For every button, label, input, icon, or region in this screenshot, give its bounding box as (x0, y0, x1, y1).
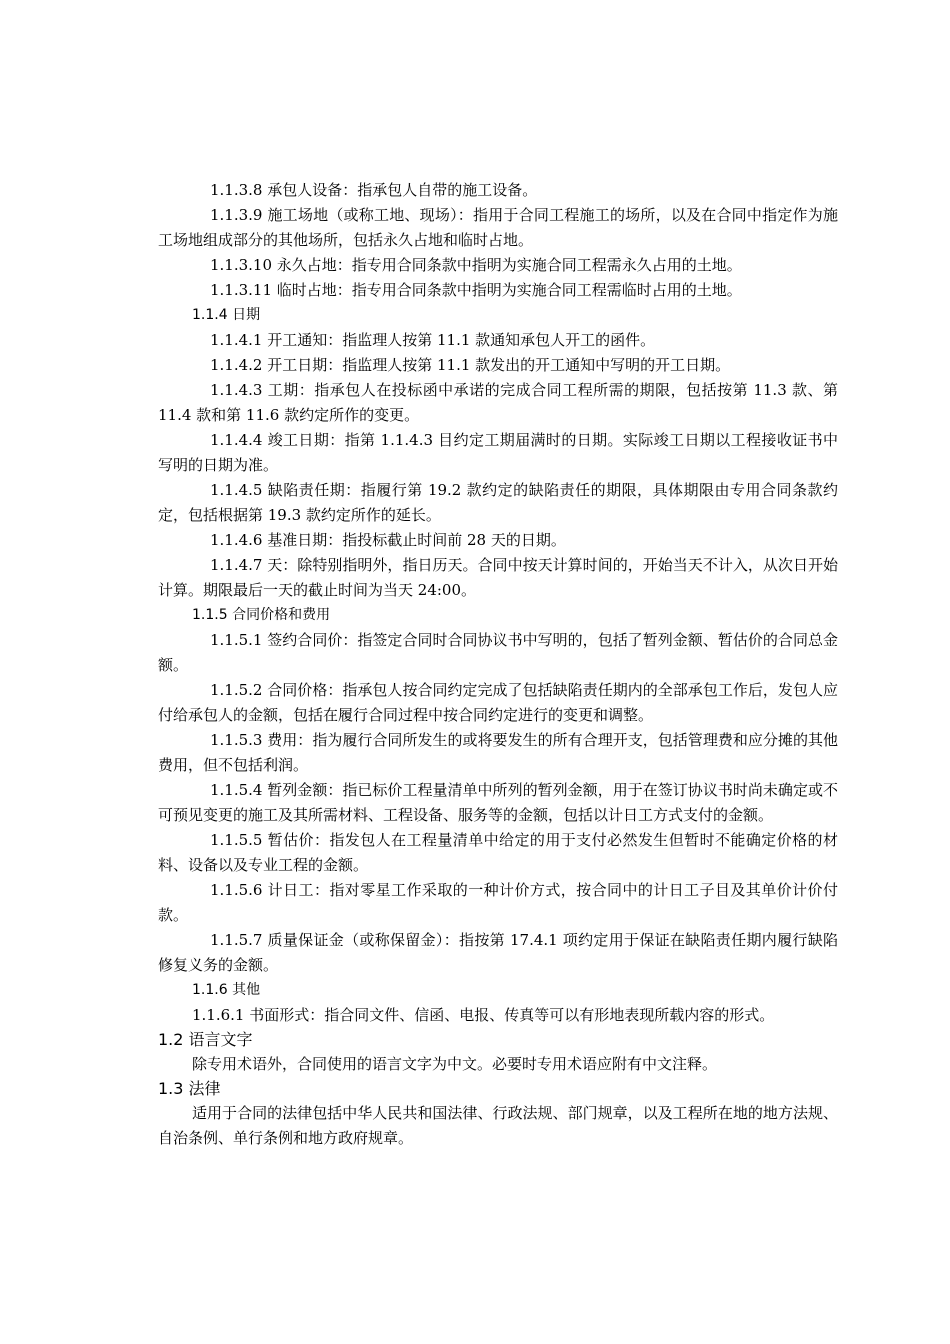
heading-1-2: 1.2 语言文字 (158, 1030, 253, 1049)
clause-1-1-5-5: 1.1.5.5 暂估价：指发包人在工程量清单中给定的用于支付必然发生但暂时不能确定价格的材料、设备以及专业工程的金额。 (158, 831, 838, 874)
heading-1-1-6: 1.1.6 其他 (192, 982, 261, 998)
heading-1-1-5: 1.1.5 合同价格和费用 (192, 607, 331, 623)
clause-1-1-3-11: 1.1.3.11 临时占地：指专用合同条款中指明为实施合同工程需临时占用的土地。 (210, 281, 742, 299)
clause-1-1-3-10: 1.1.3.10 永久占地：指专用合同条款中指明为实施合同工程需永久占用的土地。 (210, 256, 742, 274)
clause-1-1-4-4: 1.1.4.4 竣工日期：指第 1.1.4.3 目约定工期届满时的日期。实际竣工日期以工程接收证书中写明的日期为准。 (158, 431, 838, 474)
clause-1-1-4-5: 1.1.4.5 缺陷责任期：指履行第 19.2 款约定的缺陷责任的期限，具体期限由专用合同条款约定，包括根据第 19.3 款约定所作的延长。 (158, 481, 838, 524)
clause-1-1-4-6: 1.1.4.6 基准日期：指投标截止时间前 28 天的日期。 (210, 531, 566, 549)
clause-1-1-5-3: 1.1.5.3 费用：指为履行合同所发生的或将要发生的所有合理开支，包括管理费和应分摊的其他费用，但不包括利润。 (158, 731, 838, 774)
clause-1-1-4-3: 1.1.4.3 工期：指承包人在投标函中承诺的完成合同工程所需的期限，包括按第 11.3 款、第 11.4 款和第 11.6 款约定所作的变更。 (158, 381, 838, 424)
clause-1-1-5-2: 1.1.5.2 合同价格：指承包人按合同约定完成了包括缺陷责任期内的全部承包工作后，发包人应付给承包人的金额，包括在履行合同过程中按合同约定进行的变更和调整。 (158, 681, 838, 724)
clause-1-1-5-7: 1.1.5.7 质量保证金（或称保留金）：指按第 17.4.1 项约定用于保证在缺陷责任期内履行缺陷修复义务的金额。 (158, 931, 838, 974)
clause-1-1-5-4: 1.1.5.4 暂列金额：指已标价工程量清单中所列的暂列金额，用于在签订协议书时尚未确定或不可预见变更的施工及其所需材料、工程设备、服务等的金额，包括以计日工方式支付的金额。 (158, 781, 838, 824)
clause-1-1-3-9: 1.1.3.9 施工场地（或称工地、现场）：指用于合同工程施工的场所，以及在合同中指定作为施工场地组成部分的其他场所，包括永久占地和临时占地。 (158, 206, 838, 249)
document-body (158, 178, 838, 1151)
clause-1-1-6-1: 1.1.6.1 书面形式：指合同文件、信函、电报、传真等可以有形地表现所载内容的形式。 (192, 1006, 775, 1024)
section-1-3-body: 适用于合同的法律包括中华人民共和国法律、行政法规、部门规章，以及工程所在地的地方法规、自治条例、单行条例和地方政府规章。 (158, 1104, 838, 1147)
heading-1-3: 1.3 法律 (158, 1079, 221, 1098)
clause-1-1-4-7: 1.1.4.7 天：除特别指明外，指日历天。合同中按天计算时间的，开始当天不计入，从次日开始计算。期限最后一天的截止时间为当天 24:00。 (158, 556, 838, 599)
clause-1-1-4-1: 1.1.4.1 开工通知：指监理人按第 11.1 款通知承包人开工的函件。 (210, 331, 656, 349)
clause-1-1-4-2: 1.1.4.2 开工日期：指监理人按第 11.1 款发出的开工通知中写明的开工日期。 (210, 356, 731, 374)
clause-1-1-3-8: 1.1.3.8 承包人设备：指承包人自带的施工设备。 (210, 181, 538, 199)
clause-1-1-5-6: 1.1.5.6 计日工：指对零星工作采取的一种计价方式，按合同中的计日工子目及其单价计价付款。 (158, 881, 838, 924)
section-1-2-body: 除专用术语外，合同使用的语言文字为中文。必要时专用术语应附有中文注释。 (192, 1055, 718, 1073)
clause-1-1-5-1: 1.1.5.1 签约合同价：指签定合同时合同协议书中写明的，包括了暂列金额、暂估价的合同总金额。 (158, 631, 838, 674)
heading-1-1-4: 1.1.4 日期 (192, 307, 261, 323)
